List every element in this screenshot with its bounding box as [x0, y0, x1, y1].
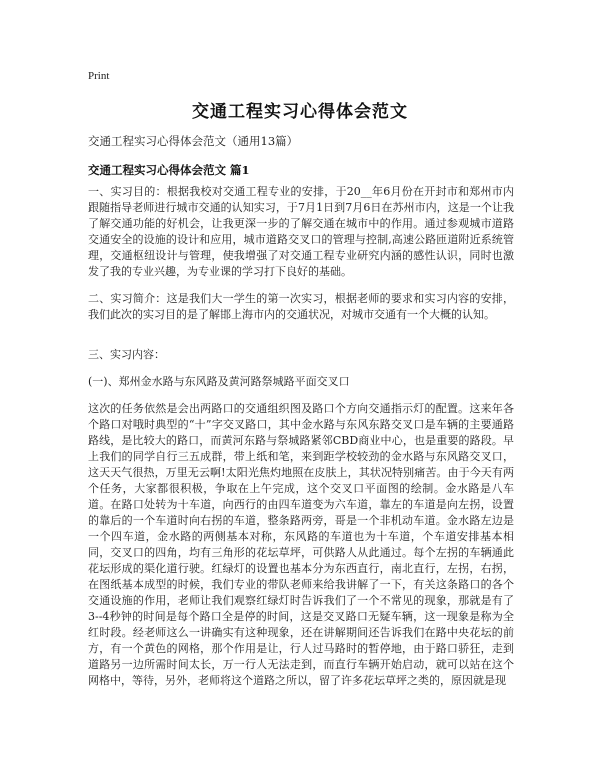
paragraph-body: 这次的任务依然是会出两路口的交通组织图及路口个方向交通指示灯的配置。这来年各个路口对哦时典型的“十”字交叉路口，其中金水路与东风东路交叉口是车辆的主要通路路线，是比较大的路口，而黄河东路与祭城路紧邻CBD商业中心，也是重要的路段。早上我们的同学自行三五成群，带上纸和笔，来到距学校较劲的金水路与东风路交叉口，这天天气很热，万里无云啊!太阳光焦灼地照在皮肤上，其状况特别痛苦。由于今天有两个任务，大家都很积极，争取在上午完成，这个交叉口平面图的绘制。金水路是八车道。在路口处转为十车道，向西行的由四车道变为六车道，靠左的车道是向左拐，设置的靠后的一个车道时向右拐的车道，整条路两旁，哥是一个非机动车道。金水路左边是一个四车道，金水路的两侧基本对称，东风路的车道也为十车道，个车道安排基本相同，交叉口的四角，均有三角形的花坛草坪，可供路人从此通过。每个左拐的车辆通此花坛形成的渠化道行驶。红绿灯的设置也基本分为东西直行，南北直行，左拐，右拐，在图纸基本成型的时候，我们专业的带队老师来给我讲解了一下，有关这条路口的各个交通设施的作用，老师让我们观察红绿灯时告诉我们了一个不常见的现象，那就是有了3--4秒钟的时间是每个路口全是停的时间，这是交叉路口无疑车辆，这一现象是称为全红时段。经老师这么一讲确实有这种现象，还在讲解期间还告诉我们在路中央花坛的前方，有一个黄色的网格，那个作用是让，行人过马路时的暂停地，由于路口骄狂，走到道路另一边所需时间太长，万一行人无法走到，而直行车辆开始启动，就可以站在这个网格中，等待，另外，老师将这个道路之所以，留了许多花坛草坪之类的，原因就是现 — [88, 402, 514, 687]
paragraph-subsection-heading: (一)、郑州金水路与东风路及黄河路祭城路平面交叉口 — [88, 375, 350, 388]
paragraph-introduction: 二、实习简介：这是我们大一学生的第一次实习，根据老师的要求和实习内容的安排，我们此次的实习目的是了解邯上海市内的交通状况，对城市交通有一个大概的认知。 — [88, 292, 514, 321]
page-title: 交通工程实习心得体会范文 — [192, 102, 408, 122]
document-subtitle: 交通工程实习心得体会范文（通用13篇） — [88, 134, 299, 148]
section-heading: 交通工程实习心得体会范文 篇1 — [88, 163, 250, 177]
paragraph-purpose: 一、实习目的：根据我校对交通工程专业的安排，于20__年6月份在开封市和郑州市内跟随指导老师进行城市交通的认知实习，于7月1日到7月6日在苏州市内，这是一个让我了解交通功能的好机会，让我更深一步的了解交通在城市中的作用。通过参观城市道路交通安全的设施的设计和应用，城市道路交叉口的管理与控制,高速公路匝道附近系统管理，交通枢纽设计与管理，使我增强了对交通工程专业研究内涵的感性认识，同时也激发了我的专业兴趣，为专业课的学习打下良好的基础。 — [88, 185, 514, 278]
paragraph-content-heading: 三、实习内容： — [88, 348, 165, 361]
print-label[interactable]: Print — [88, 70, 110, 82]
